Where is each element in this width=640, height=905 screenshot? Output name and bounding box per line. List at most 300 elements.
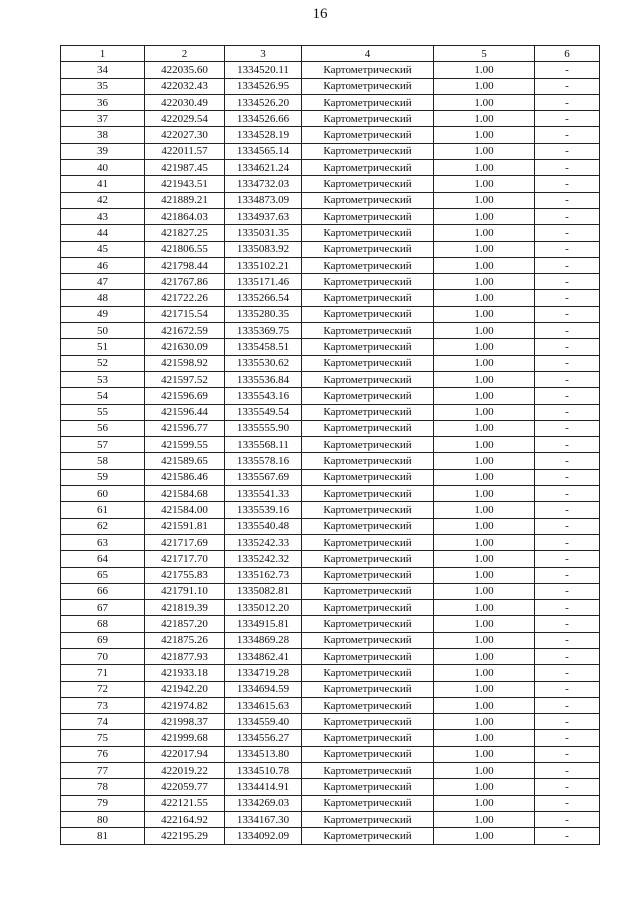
accuracy-cell: 1.00 bbox=[434, 811, 535, 827]
method-cell: Картометрический bbox=[302, 127, 434, 143]
accuracy-cell: 1.00 bbox=[434, 665, 535, 681]
table-row bbox=[61, 339, 600, 355]
method-cell: Картометрический bbox=[302, 371, 434, 387]
description-cell: - bbox=[535, 828, 600, 844]
point-number-cell: 73 bbox=[61, 697, 145, 713]
table-row bbox=[61, 192, 600, 208]
x-coordinate-cell: 421755.83 bbox=[145, 567, 225, 583]
point-number-cell: 71 bbox=[61, 665, 145, 681]
x-coordinate-cell: 421819.39 bbox=[145, 600, 225, 616]
x-coordinate-cell: 421596.44 bbox=[145, 404, 225, 420]
method-cell: Картометрический bbox=[302, 388, 434, 404]
method-cell: Картометрический bbox=[302, 502, 434, 518]
x-coordinate-cell: 421596.77 bbox=[145, 420, 225, 436]
y-coordinate-cell: 1334937.63 bbox=[225, 208, 302, 224]
column-header: 6 bbox=[535, 46, 600, 62]
point-number-cell: 75 bbox=[61, 730, 145, 746]
table-row bbox=[61, 730, 600, 746]
table-header-row bbox=[61, 46, 600, 62]
point-number-cell: 67 bbox=[61, 600, 145, 616]
description-cell: - bbox=[535, 811, 600, 827]
table-row bbox=[61, 453, 600, 469]
method-cell: Картометрический bbox=[302, 616, 434, 632]
y-coordinate-cell: 1335082.81 bbox=[225, 583, 302, 599]
table-row bbox=[61, 697, 600, 713]
x-coordinate-cell: 421987.45 bbox=[145, 160, 225, 176]
method-cell: Картометрический bbox=[302, 551, 434, 567]
description-cell: - bbox=[535, 306, 600, 322]
description-cell: - bbox=[535, 257, 600, 273]
x-coordinate-cell: 421943.51 bbox=[145, 176, 225, 192]
accuracy-cell: 1.00 bbox=[434, 632, 535, 648]
y-coordinate-cell: 1335171.46 bbox=[225, 274, 302, 290]
table-row bbox=[61, 388, 600, 404]
accuracy-cell: 1.00 bbox=[434, 518, 535, 534]
description-cell: - bbox=[535, 208, 600, 224]
table-row bbox=[61, 420, 600, 436]
method-cell: Картометрический bbox=[302, 192, 434, 208]
accuracy-cell: 1.00 bbox=[434, 274, 535, 290]
description-cell: - bbox=[535, 388, 600, 404]
table-row bbox=[61, 795, 600, 811]
method-cell: Картометрический bbox=[302, 274, 434, 290]
accuracy-cell: 1.00 bbox=[434, 339, 535, 355]
table-row bbox=[61, 274, 600, 290]
point-number-cell: 78 bbox=[61, 779, 145, 795]
page-number: 16 bbox=[312, 6, 328, 22]
point-number-cell: 56 bbox=[61, 420, 145, 436]
point-number-cell: 80 bbox=[61, 811, 145, 827]
method-cell: Картометрический bbox=[302, 534, 434, 550]
y-coordinate-cell: 1335031.35 bbox=[225, 225, 302, 241]
table-row bbox=[61, 583, 600, 599]
accuracy-cell: 1.00 bbox=[434, 420, 535, 436]
x-coordinate-cell: 421599.55 bbox=[145, 437, 225, 453]
y-coordinate-cell: 1334556.27 bbox=[225, 730, 302, 746]
point-number-cell: 42 bbox=[61, 192, 145, 208]
y-coordinate-cell: 1334528.19 bbox=[225, 127, 302, 143]
accuracy-cell: 1.00 bbox=[434, 94, 535, 110]
y-coordinate-cell: 1335568.11 bbox=[225, 437, 302, 453]
description-cell: - bbox=[535, 567, 600, 583]
description-cell: - bbox=[535, 746, 600, 762]
y-coordinate-cell: 1334526.95 bbox=[225, 78, 302, 94]
table-row bbox=[61, 600, 600, 616]
method-cell: Картометрический bbox=[302, 811, 434, 827]
description-cell: - bbox=[535, 534, 600, 550]
accuracy-cell: 1.00 bbox=[434, 290, 535, 306]
point-number-cell: 51 bbox=[61, 339, 145, 355]
y-coordinate-cell: 1334520.11 bbox=[225, 62, 302, 78]
method-cell: Картометрический bbox=[302, 681, 434, 697]
accuracy-cell: 1.00 bbox=[434, 697, 535, 713]
description-cell: - bbox=[535, 420, 600, 436]
y-coordinate-cell: 1334719.28 bbox=[225, 665, 302, 681]
accuracy-cell: 1.00 bbox=[434, 257, 535, 273]
y-coordinate-cell: 1335539.16 bbox=[225, 502, 302, 518]
column-header: 3 bbox=[225, 46, 302, 62]
description-cell: - bbox=[535, 127, 600, 143]
y-coordinate-cell: 1334862.41 bbox=[225, 648, 302, 664]
x-coordinate-cell: 422164.92 bbox=[145, 811, 225, 827]
table-row bbox=[61, 551, 600, 567]
description-cell: - bbox=[535, 225, 600, 241]
point-number-cell: 39 bbox=[61, 143, 145, 159]
x-coordinate-cell: 421877.93 bbox=[145, 648, 225, 664]
description-cell: - bbox=[535, 176, 600, 192]
description-cell: - bbox=[535, 600, 600, 616]
y-coordinate-cell: 1335567.69 bbox=[225, 469, 302, 485]
accuracy-cell: 1.00 bbox=[434, 143, 535, 159]
description-cell: - bbox=[535, 583, 600, 599]
y-coordinate-cell: 1335549.54 bbox=[225, 404, 302, 420]
description-cell: - bbox=[535, 697, 600, 713]
description-cell: - bbox=[535, 78, 600, 94]
x-coordinate-cell: 421999.68 bbox=[145, 730, 225, 746]
accuracy-cell: 1.00 bbox=[434, 388, 535, 404]
point-number-cell: 59 bbox=[61, 469, 145, 485]
x-coordinate-cell: 422059.77 bbox=[145, 779, 225, 795]
column-header: 5 bbox=[434, 46, 535, 62]
method-cell: Картометрический bbox=[302, 355, 434, 371]
description-cell: - bbox=[535, 502, 600, 518]
y-coordinate-cell: 1335540.48 bbox=[225, 518, 302, 534]
point-number-cell: 76 bbox=[61, 746, 145, 762]
table-row bbox=[61, 665, 600, 681]
description-cell: - bbox=[535, 665, 600, 681]
y-coordinate-cell: 1335266.54 bbox=[225, 290, 302, 306]
table-row bbox=[61, 502, 600, 518]
point-number-cell: 57 bbox=[61, 437, 145, 453]
y-coordinate-cell: 1335369.75 bbox=[225, 323, 302, 339]
point-number-cell: 37 bbox=[61, 111, 145, 127]
x-coordinate-cell: 421974.82 bbox=[145, 697, 225, 713]
x-coordinate-cell: 422035.60 bbox=[145, 62, 225, 78]
table-row bbox=[61, 404, 600, 420]
method-cell: Картометрический bbox=[302, 404, 434, 420]
point-number-cell: 53 bbox=[61, 371, 145, 387]
x-coordinate-cell: 421591.81 bbox=[145, 518, 225, 534]
x-coordinate-cell: 421584.00 bbox=[145, 502, 225, 518]
accuracy-cell: 1.00 bbox=[434, 192, 535, 208]
x-coordinate-cell: 421827.25 bbox=[145, 225, 225, 241]
table-row bbox=[61, 779, 600, 795]
y-coordinate-cell: 1334510.78 bbox=[225, 763, 302, 779]
accuracy-cell: 1.00 bbox=[434, 208, 535, 224]
y-coordinate-cell: 1335536.84 bbox=[225, 371, 302, 387]
description-cell: - bbox=[535, 518, 600, 534]
y-coordinate-cell: 1335541.33 bbox=[225, 486, 302, 502]
y-coordinate-cell: 1334694.59 bbox=[225, 681, 302, 697]
method-cell: Картометрический bbox=[302, 632, 434, 648]
description-cell: - bbox=[535, 648, 600, 664]
point-number-cell: 35 bbox=[61, 78, 145, 94]
point-number-cell: 79 bbox=[61, 795, 145, 811]
table-row bbox=[61, 111, 600, 127]
method-cell: Картометрический bbox=[302, 78, 434, 94]
x-coordinate-cell: 422030.49 bbox=[145, 94, 225, 110]
point-number-cell: 49 bbox=[61, 306, 145, 322]
y-coordinate-cell: 1334559.40 bbox=[225, 714, 302, 730]
point-number-cell: 68 bbox=[61, 616, 145, 632]
method-cell: Картометрический bbox=[302, 111, 434, 127]
description-cell: - bbox=[535, 339, 600, 355]
accuracy-cell: 1.00 bbox=[434, 648, 535, 664]
point-number-cell: 45 bbox=[61, 241, 145, 257]
x-coordinate-cell: 422017.94 bbox=[145, 746, 225, 762]
x-coordinate-cell: 421798.44 bbox=[145, 257, 225, 273]
method-cell: Картометрический bbox=[302, 795, 434, 811]
description-cell: - bbox=[535, 779, 600, 795]
accuracy-cell: 1.00 bbox=[434, 469, 535, 485]
y-coordinate-cell: 1335530.62 bbox=[225, 355, 302, 371]
method-cell: Картометрический bbox=[302, 746, 434, 762]
y-coordinate-cell: 1335162.73 bbox=[225, 567, 302, 583]
column-header: 1 bbox=[61, 46, 145, 62]
method-cell: Картометрический bbox=[302, 94, 434, 110]
y-coordinate-cell: 1335555.90 bbox=[225, 420, 302, 436]
accuracy-cell: 1.00 bbox=[434, 323, 535, 339]
y-coordinate-cell: 1334873.09 bbox=[225, 192, 302, 208]
description-cell: - bbox=[535, 94, 600, 110]
accuracy-cell: 1.00 bbox=[434, 746, 535, 762]
table-row bbox=[61, 290, 600, 306]
accuracy-cell: 1.00 bbox=[434, 714, 535, 730]
method-cell: Картометрический bbox=[302, 420, 434, 436]
y-coordinate-cell: 1334526.20 bbox=[225, 94, 302, 110]
description-cell: - bbox=[535, 437, 600, 453]
method-cell: Картометрический bbox=[302, 469, 434, 485]
description-cell: - bbox=[535, 486, 600, 502]
description-cell: - bbox=[535, 551, 600, 567]
point-number-cell: 81 bbox=[61, 828, 145, 844]
y-coordinate-cell: 1334869.28 bbox=[225, 632, 302, 648]
description-cell: - bbox=[535, 160, 600, 176]
accuracy-cell: 1.00 bbox=[434, 62, 535, 78]
method-cell: Картометрический bbox=[302, 160, 434, 176]
x-coordinate-cell: 422032.43 bbox=[145, 78, 225, 94]
point-number-cell: 70 bbox=[61, 648, 145, 664]
method-cell: Картометрический bbox=[302, 257, 434, 273]
description-cell: - bbox=[535, 681, 600, 697]
accuracy-cell: 1.00 bbox=[434, 453, 535, 469]
point-number-cell: 64 bbox=[61, 551, 145, 567]
description-cell: - bbox=[535, 469, 600, 485]
y-coordinate-cell: 1335242.32 bbox=[225, 551, 302, 567]
point-number-cell: 34 bbox=[61, 62, 145, 78]
method-cell: Картометрический bbox=[302, 665, 434, 681]
description-cell: - bbox=[535, 323, 600, 339]
method-cell: Картометрический bbox=[302, 486, 434, 502]
point-number-cell: 52 bbox=[61, 355, 145, 371]
table-row bbox=[61, 371, 600, 387]
x-coordinate-cell: 421791.10 bbox=[145, 583, 225, 599]
table-row bbox=[61, 469, 600, 485]
point-number-cell: 47 bbox=[61, 274, 145, 290]
method-cell: Картометрический bbox=[302, 241, 434, 257]
accuracy-cell: 1.00 bbox=[434, 730, 535, 746]
description-cell: - bbox=[535, 616, 600, 632]
x-coordinate-cell: 421597.52 bbox=[145, 371, 225, 387]
accuracy-cell: 1.00 bbox=[434, 127, 535, 143]
x-coordinate-cell: 421717.69 bbox=[145, 534, 225, 550]
description-cell: - bbox=[535, 453, 600, 469]
table-row bbox=[61, 143, 600, 159]
x-coordinate-cell: 421933.18 bbox=[145, 665, 225, 681]
table-row bbox=[61, 518, 600, 534]
table-row bbox=[61, 208, 600, 224]
method-cell: Картометрический bbox=[302, 208, 434, 224]
y-coordinate-cell: 1334269.03 bbox=[225, 795, 302, 811]
description-cell: - bbox=[535, 404, 600, 420]
table-body bbox=[61, 62, 600, 844]
x-coordinate-cell: 421598.92 bbox=[145, 355, 225, 371]
method-cell: Картометрический bbox=[302, 323, 434, 339]
point-number-cell: 62 bbox=[61, 518, 145, 534]
accuracy-cell: 1.00 bbox=[434, 551, 535, 567]
point-number-cell: 50 bbox=[61, 323, 145, 339]
description-cell: - bbox=[535, 730, 600, 746]
accuracy-cell: 1.00 bbox=[434, 111, 535, 127]
y-coordinate-cell: 1334167.30 bbox=[225, 811, 302, 827]
accuracy-cell: 1.00 bbox=[434, 502, 535, 518]
description-cell: - bbox=[535, 290, 600, 306]
point-number-cell: 72 bbox=[61, 681, 145, 697]
table-row bbox=[61, 355, 600, 371]
accuracy-cell: 1.00 bbox=[434, 241, 535, 257]
point-number-cell: 40 bbox=[61, 160, 145, 176]
table-row bbox=[61, 323, 600, 339]
accuracy-cell: 1.00 bbox=[434, 681, 535, 697]
table-row bbox=[61, 616, 600, 632]
y-coordinate-cell: 1335543.16 bbox=[225, 388, 302, 404]
description-cell: - bbox=[535, 274, 600, 290]
point-number-cell: 55 bbox=[61, 404, 145, 420]
table-row bbox=[61, 78, 600, 94]
point-number-cell: 36 bbox=[61, 94, 145, 110]
x-coordinate-cell: 421715.54 bbox=[145, 306, 225, 322]
method-cell: Картометрический bbox=[302, 583, 434, 599]
description-cell: - bbox=[535, 143, 600, 159]
point-number-cell: 43 bbox=[61, 208, 145, 224]
table-row bbox=[61, 306, 600, 322]
accuracy-cell: 1.00 bbox=[434, 779, 535, 795]
x-coordinate-cell: 421857.20 bbox=[145, 616, 225, 632]
point-number-cell: 63 bbox=[61, 534, 145, 550]
point-number-cell: 41 bbox=[61, 176, 145, 192]
x-coordinate-cell: 421889.21 bbox=[145, 192, 225, 208]
point-number-cell: 44 bbox=[61, 225, 145, 241]
y-coordinate-cell: 1335083.92 bbox=[225, 241, 302, 257]
description-cell: - bbox=[535, 632, 600, 648]
table-row bbox=[61, 828, 600, 844]
point-number-cell: 61 bbox=[61, 502, 145, 518]
accuracy-cell: 1.00 bbox=[434, 486, 535, 502]
accuracy-cell: 1.00 bbox=[434, 616, 535, 632]
table-row bbox=[61, 486, 600, 502]
method-cell: Картометрический bbox=[302, 176, 434, 192]
x-coordinate-cell: 421596.69 bbox=[145, 388, 225, 404]
x-coordinate-cell: 421767.86 bbox=[145, 274, 225, 290]
description-cell: - bbox=[535, 192, 600, 208]
method-cell: Картометрический bbox=[302, 225, 434, 241]
table-row bbox=[61, 62, 600, 78]
x-coordinate-cell: 422195.29 bbox=[145, 828, 225, 844]
y-coordinate-cell: 1334513.80 bbox=[225, 746, 302, 762]
accuracy-cell: 1.00 bbox=[434, 583, 535, 599]
table-row bbox=[61, 534, 600, 550]
table-row bbox=[61, 241, 600, 257]
point-number-cell: 60 bbox=[61, 486, 145, 502]
y-coordinate-cell: 1335458.51 bbox=[225, 339, 302, 355]
point-number-cell: 77 bbox=[61, 763, 145, 779]
y-coordinate-cell: 1335280.35 bbox=[225, 306, 302, 322]
method-cell: Картометрический bbox=[302, 779, 434, 795]
method-cell: Картометрический bbox=[302, 828, 434, 844]
x-coordinate-cell: 421942.20 bbox=[145, 681, 225, 697]
point-number-cell: 46 bbox=[61, 257, 145, 273]
y-coordinate-cell: 1335242.33 bbox=[225, 534, 302, 550]
x-coordinate-cell: 421717.70 bbox=[145, 551, 225, 567]
accuracy-cell: 1.00 bbox=[434, 306, 535, 322]
x-coordinate-cell: 421722.26 bbox=[145, 290, 225, 306]
point-number-cell: 66 bbox=[61, 583, 145, 599]
table-row bbox=[61, 632, 600, 648]
coordinates-table bbox=[60, 45, 600, 845]
x-coordinate-cell: 421584.68 bbox=[145, 486, 225, 502]
accuracy-cell: 1.00 bbox=[434, 437, 535, 453]
accuracy-cell: 1.00 bbox=[434, 600, 535, 616]
column-header: 4 bbox=[302, 46, 434, 62]
table-row bbox=[61, 681, 600, 697]
y-coordinate-cell: 1334526.66 bbox=[225, 111, 302, 127]
table-row bbox=[61, 225, 600, 241]
table-row bbox=[61, 746, 600, 762]
description-cell: - bbox=[535, 111, 600, 127]
y-coordinate-cell: 1334915.81 bbox=[225, 616, 302, 632]
column-header: 2 bbox=[145, 46, 225, 62]
description-cell: - bbox=[535, 371, 600, 387]
table-row bbox=[61, 763, 600, 779]
accuracy-cell: 1.00 bbox=[434, 78, 535, 94]
table-row bbox=[61, 811, 600, 827]
x-coordinate-cell: 421864.03 bbox=[145, 208, 225, 224]
x-coordinate-cell: 421586.46 bbox=[145, 469, 225, 485]
x-coordinate-cell: 421589.65 bbox=[145, 453, 225, 469]
x-coordinate-cell: 422019.22 bbox=[145, 763, 225, 779]
description-cell: - bbox=[535, 62, 600, 78]
y-coordinate-cell: 1334092.09 bbox=[225, 828, 302, 844]
y-coordinate-cell: 1335578.16 bbox=[225, 453, 302, 469]
accuracy-cell: 1.00 bbox=[434, 355, 535, 371]
accuracy-cell: 1.00 bbox=[434, 160, 535, 176]
point-number-cell: 65 bbox=[61, 567, 145, 583]
y-coordinate-cell: 1335012.20 bbox=[225, 600, 302, 616]
accuracy-cell: 1.00 bbox=[434, 534, 535, 550]
point-number-cell: 69 bbox=[61, 632, 145, 648]
method-cell: Картометрический bbox=[302, 518, 434, 534]
method-cell: Картометрический bbox=[302, 697, 434, 713]
x-coordinate-cell: 421998.37 bbox=[145, 714, 225, 730]
accuracy-cell: 1.00 bbox=[434, 567, 535, 583]
point-number-cell: 38 bbox=[61, 127, 145, 143]
x-coordinate-cell: 422027.30 bbox=[145, 127, 225, 143]
point-number-cell: 58 bbox=[61, 453, 145, 469]
x-coordinate-cell: 421875.26 bbox=[145, 632, 225, 648]
table-row bbox=[61, 714, 600, 730]
table-row bbox=[61, 437, 600, 453]
method-cell: Картометрический bbox=[302, 600, 434, 616]
